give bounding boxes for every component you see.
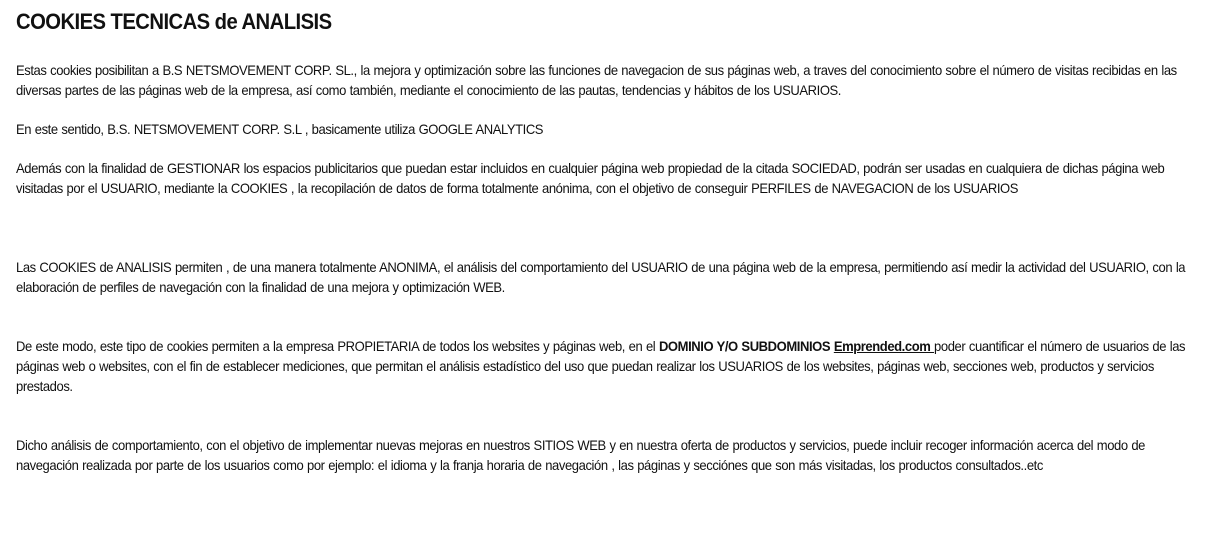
- paragraph-analysis-cookies: Las COOKIES de ANALISIS permiten , de una manera totalmente ANONIMA, el análisis del comportamiento del USUARIO de una página web de la empresa, permitiendo así medir la actividad del USUARIO, con la elaboración de perfiles de navegación con la finalidad de una mejora y optimización WEB.: [16, 259, 1186, 295]
- paragraph-google-analytics: En este sentido, B.S. NETSMOVEMENT CORP. S.L , basicamente utiliza GOOGLE ANALYTICS: [16, 121, 544, 137]
- domain-link[interactable]: Emprended.com: [833, 338, 935, 354]
- document-title: COOKIES TECNICAS de ANALISIS: [16, 9, 332, 34]
- paragraph-advertising-spaces: Además con la finalidad de GESTIONAR los espacios publicitarios que puedan estar incluidos en cualquier página web propiedad de la citada SOCIEDAD, podrán ser usadas en cualquiera de dichas página web visitadas por el USUARIO, mediante la COOKIES , la recopilación de datos de forma totalmente anónima, con el objetivo de conseguir PERFILES de NAVEGACION de los USUARIOS: [16, 160, 1165, 196]
- paragraph-cookies-purpose: Estas cookies posibilitan a B.S NETSMOVEMENT CORP. SL., la mejora y optimización sobre las funciones de navegacion de sus páginas web, a traves del conocimiento sobre el número de visitas recibidas en las diversas partes de las páginas web de la empresa, así como también, mediante el conocimiento de las pautas, tendencias y hábitos de los USUARIOS.: [16, 62, 1177, 98]
- paragraph-domain-measurement: [16, 336, 1197, 396]
- paragraph-domain-text-before: De este modo, este tipo de cookies permiten a la empresa PROPIETARIA de todos los websites y páginas web, en el: [16, 338, 659, 354]
- paragraph-behavior-analysis: Dicho análisis de comportamiento, con el objetivo de implementar nuevas mejoras en nuestros SITIOS WEB y en nuestra oferta de productos y servicios, puede incluir recoger información acerca del modo de navegación realizada por parte de los usuarios como por ejemplo: el idioma y la franja horaria de navegación , las páginas y secciónes que son más visitadas, los productos consultados..etc: [16, 437, 1146, 473]
- paragraph-domain-text-after: poder cuantificar el número de usuarios de las páginas web o websites, con el fin de establecer mediciones, que permitan el análisis estadístico del uso que puedan realizar los USUARIOS de los websites, páginas web, secciones web, productos y servicios prestados.: [16, 338, 1186, 394]
- domain-label: DOMINIO Y/O SUBDOMINIOS: [658, 338, 831, 354]
